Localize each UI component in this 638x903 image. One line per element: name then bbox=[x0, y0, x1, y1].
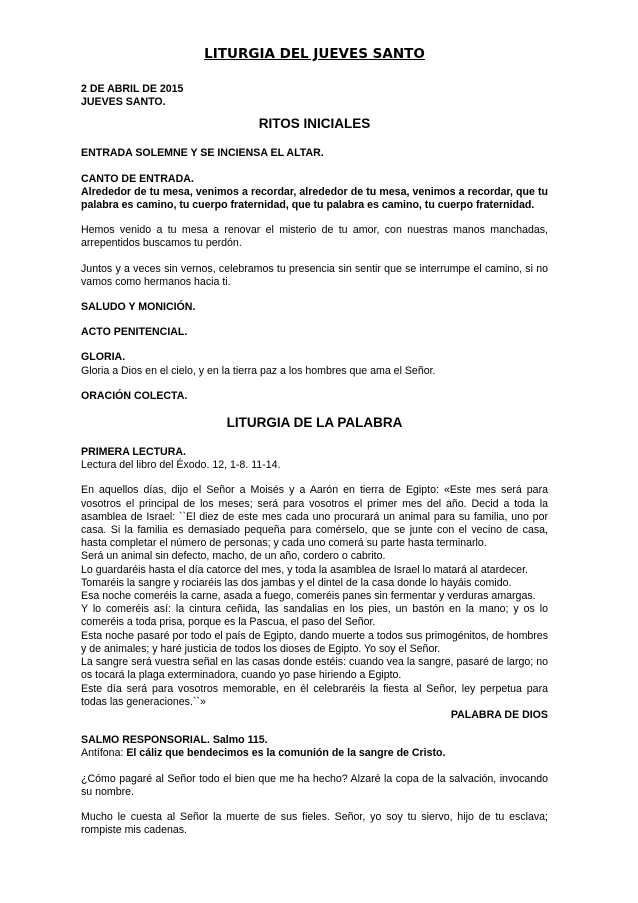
lectura-line: Y lo comeréis así: la cintura ceñida, las sandalias en los pies, un bastón en la mano; y os lo comeréis a toda prisa, porque es la Pascua, el paso del Señor. bbox=[81, 603, 548, 629]
canto-entrada-block bbox=[81, 173, 548, 213]
entrada-solemne: ENTRADA SOLEMNE Y SE INCIENSA EL ALTAR. bbox=[81, 147, 324, 160]
salmo-estrofa-1: ¿Cómo pagaré al Señor todo el bien que me ha hecho? Alzaré la copa de la salvación, invocando su nombre. bbox=[81, 772, 548, 798]
lectura-line: Será un animal sin defecto, macho, de un año, cordero o cabrito. bbox=[81, 550, 386, 563]
gloria-text: Gloria a Dios en el cielo, y en la tierra paz a los hombres que ama el Señor. bbox=[81, 364, 436, 377]
salmo-heading: SALMO RESPONSORIAL. Salmo 115. bbox=[81, 734, 268, 747]
canto-estribillo: Alrededor de tu mesa, venimos a recordar, alrededor de tu mesa, venimos a recordar, que tu palabra es camino, tu cuerpo fraternidad, que tu palabra es camino, tu cuerpo fraternidad. bbox=[81, 185, 548, 212]
palabra-de-dios: PALABRA DE DIOS bbox=[450, 708, 548, 721]
salmo-estrofa-2: Mucho le cuesta al Señor la muerte de sus fieles. Señor, yo soy tu siervo, hijo de tu esclava; rompiste mis cadenas. bbox=[81, 810, 548, 837]
acto-penitencial: ACTO PENITENCIAL. bbox=[81, 326, 188, 339]
salmo-block bbox=[81, 734, 548, 760]
lectura-body bbox=[81, 484, 548, 708]
canto-estrofa-2: Juntos y a veces sin vernos, celebramos tu presencia sin sentir que se interrumpe el camino, si no vamos como hermanos hacia ti. bbox=[81, 262, 548, 288]
date-block bbox=[81, 83, 548, 109]
lectura-line: Este día será para vosotros memorable, en él celebraréis la fiesta al Señor, ley perpetua para todas las generaciones.``» bbox=[81, 682, 548, 708]
gloria-heading: GLORIA. bbox=[81, 351, 126, 364]
document-title: LITURGIA DEL JUEVES SANTO bbox=[204, 46, 425, 62]
oracion-colecta: ORACIÓN COLECTA. bbox=[81, 389, 188, 402]
day: JUEVES SANTO. bbox=[81, 96, 166, 109]
canto-estrofa-1: Hemos venido a tu mesa a renovar el misterio de tu amor, con nuestras manos manchadas, arrepentidos buscamos tu perdón. bbox=[81, 224, 548, 250]
primera-lectura-block bbox=[81, 446, 548, 472]
primera-lectura-heading: PRIMERA LECTURA. bbox=[81, 446, 186, 459]
primera-lectura-ref: Lectura del libro del Éxodo. 12, 1-8. 11-14. bbox=[81, 459, 281, 472]
lectura-line: Tomaréis la sangre y rociaréis las dos jambas y el dintel de la casa donde lo hayáis comido. bbox=[81, 576, 512, 589]
canto-heading: CANTO DE ENTRADA. bbox=[81, 172, 194, 185]
antifona-text: El cáliz que bendecimos es la comunión de la sangre de Cristo. bbox=[126, 747, 446, 760]
lectura-line: Lo guardaréis hasta el día catorce del mes, y toda la asamblea de Israel lo matará al atardecer. bbox=[81, 563, 528, 576]
lectura-paragraph: En aquellos días, dijo el Señor a Moisés y a Aarón en tierra de Egipto: «Este mes será para vosotros el principal de los meses; será para vosotros el primer mes del año. Decid a toda la asamblea de Israel: ``El diez de este mes cada uno procurará un animal para su familia, uno por casa. Si la familia es demasiado pequeña para comérselo, que se junte con el vecino de casa, hasta completar el número de personas; y cada uno comerá su parte hasta terminarlo. bbox=[81, 484, 548, 550]
saludo-monicion: SALUDO Y MONICIÓN. bbox=[81, 301, 196, 314]
lectura-line: La sangre será vuestra señal en las casas donde estéis: cuando vea la sangre, pasaré de largo; no os tocará la plaga exterminadora, cuando yo pase hiriendo a Egipto. bbox=[81, 656, 548, 682]
section-liturgia-palabra: LITURGIA DE LA PALABRA bbox=[226, 415, 403, 431]
section-ritos-iniciales: RITOS INICIALES bbox=[258, 116, 371, 132]
gloria-block bbox=[81, 351, 548, 377]
antifona-label: Antífona: bbox=[81, 747, 127, 760]
date: 2 DE ABRIL DE 2015 bbox=[81, 83, 184, 95]
lectura-line: Esta noche pasaré por todo el país de Egipto, dando muerte a todos sus primogénitos, de hombres y de animales; y haré justicia de todos los dioses de Egipto. Yo soy el Señor. bbox=[81, 629, 548, 655]
lectura-line: Esa noche comeréis la carne, asada a fuego, comeréis panes sin fermentar y verduras amargas. bbox=[81, 590, 536, 603]
